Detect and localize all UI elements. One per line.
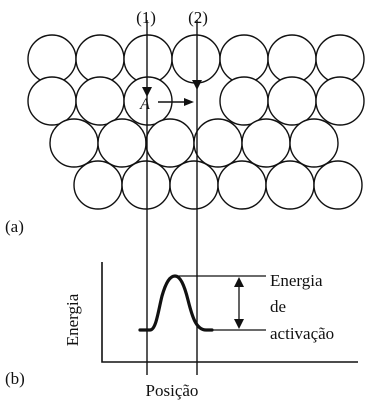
position-2-label: (2) [188, 8, 208, 27]
atom-circle [268, 35, 316, 83]
atom-circle [98, 119, 146, 167]
atom-a-label: A [140, 96, 150, 113]
activation-energy-label-line-2: de [270, 297, 287, 316]
activation-energy-arrow-bottom [234, 319, 244, 329]
atom-circle [28, 77, 76, 125]
activation-energy-label-line-3: activação [270, 324, 335, 343]
atom-circle [76, 77, 124, 125]
atom-circle [316, 77, 364, 125]
atom-circle [218, 161, 266, 209]
atom-circle [146, 119, 194, 167]
panel-b-label: (b) [5, 369, 25, 388]
activation-energy-arrow-top [234, 277, 244, 287]
jump-arrow-head [184, 98, 194, 106]
atom-circle [172, 35, 220, 83]
atom-circle [170, 161, 218, 209]
atom-circle [266, 161, 314, 209]
atom-circle [268, 77, 316, 125]
atom-circle [220, 77, 268, 125]
atom-circle [50, 119, 98, 167]
atom-circle [314, 161, 362, 209]
atom-circle [290, 119, 338, 167]
energy-axis-label: Energia [63, 293, 82, 347]
atom-circle [28, 35, 76, 83]
position-axis-label: Posição [145, 381, 199, 400]
atom-circle [74, 161, 122, 209]
atom-circle [316, 35, 364, 83]
atom-circle [194, 119, 242, 167]
atom-circle [124, 35, 172, 83]
atom-circle [242, 119, 290, 167]
atom-circle [122, 161, 170, 209]
activation-energy-label-line-1: Energia [270, 271, 323, 290]
panel-a-label: (a) [5, 217, 24, 236]
atom-circle [220, 35, 268, 83]
position-1-label: (1) [136, 8, 156, 27]
position-2-arrowhead [192, 80, 202, 90]
energy-barrier-curve [140, 276, 212, 330]
atom-lattice [28, 35, 364, 209]
atom-circle [76, 35, 124, 83]
